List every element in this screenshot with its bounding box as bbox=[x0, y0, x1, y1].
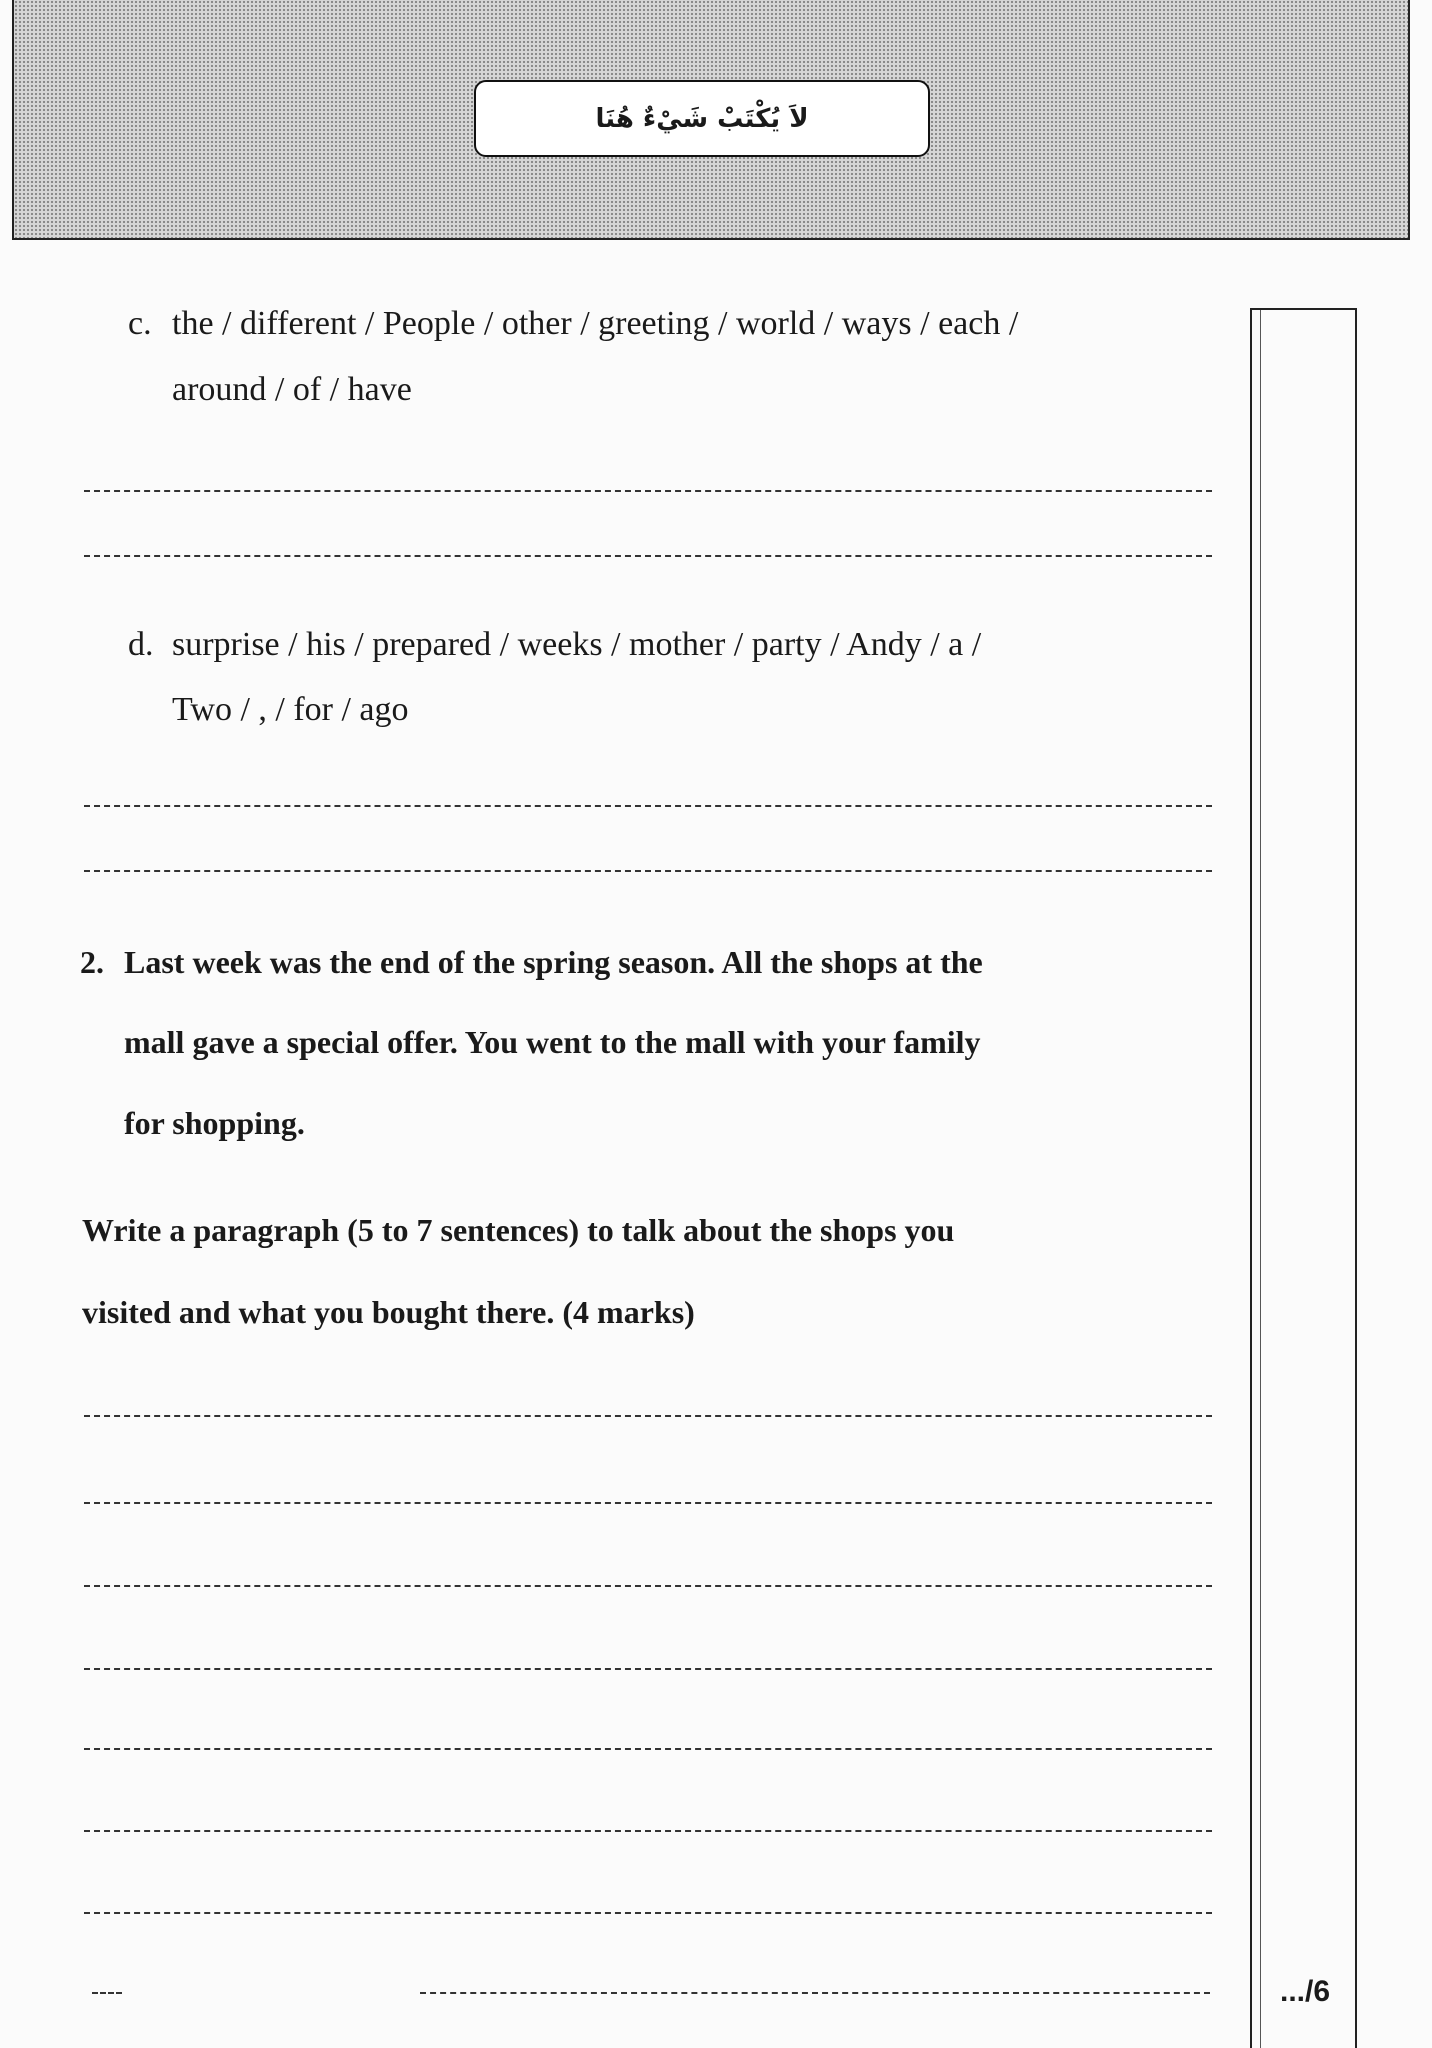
question-d-line1: surprise / his / prepared / weeks / mother / party / Andy / a / bbox=[172, 626, 982, 663]
question-2-task-line2: visited and what you bought there. (4 marks) bbox=[82, 1294, 695, 1330]
answer-line[interactable] bbox=[84, 805, 1212, 807]
answer-line[interactable] bbox=[92, 1992, 122, 1994]
notice-text: لاَ يُكْتَبْ شَيْءٌ هُنَا bbox=[595, 103, 809, 134]
answer-line[interactable] bbox=[84, 1502, 1212, 1504]
question-d-line2: Two / , / for / ago bbox=[172, 691, 409, 728]
answer-line[interactable] bbox=[84, 1415, 1212, 1417]
answer-line[interactable] bbox=[84, 1830, 1212, 1832]
header-band bbox=[12, 0, 1410, 240]
question-c-line1: the / different / People / other / greeting / world / ways / each / bbox=[172, 305, 1019, 342]
question-c-letter: c. bbox=[128, 305, 152, 342]
question-2-line2: mall gave a special offer. You went to the mall with your family bbox=[124, 1024, 981, 1060]
answer-line[interactable] bbox=[84, 490, 1212, 492]
do-not-write-notice bbox=[474, 80, 930, 157]
answer-line[interactable] bbox=[84, 1585, 1212, 1587]
answer-line[interactable] bbox=[84, 1668, 1212, 1670]
answer-line[interactable] bbox=[84, 555, 1212, 557]
question-c-line2: around / of / have bbox=[172, 371, 412, 408]
marks-margin-column bbox=[1250, 308, 1357, 2048]
answer-line[interactable] bbox=[84, 870, 1212, 872]
question-2-line3: for shopping. bbox=[124, 1105, 305, 1141]
score-label: .../6 bbox=[1280, 1975, 1331, 2008]
question-2-task-line1: Write a paragraph (5 to 7 sentences) to talk about the shops you bbox=[82, 1212, 955, 1248]
question-d-letter: d. bbox=[128, 626, 154, 663]
question-2-line1: Last week was the end of the spring season. All the shops at the bbox=[124, 944, 983, 980]
answer-line[interactable] bbox=[420, 1992, 1210, 1994]
answer-line[interactable] bbox=[84, 1912, 1212, 1914]
answer-line[interactable] bbox=[84, 1748, 1212, 1750]
question-2-number: 2. bbox=[80, 944, 104, 980]
